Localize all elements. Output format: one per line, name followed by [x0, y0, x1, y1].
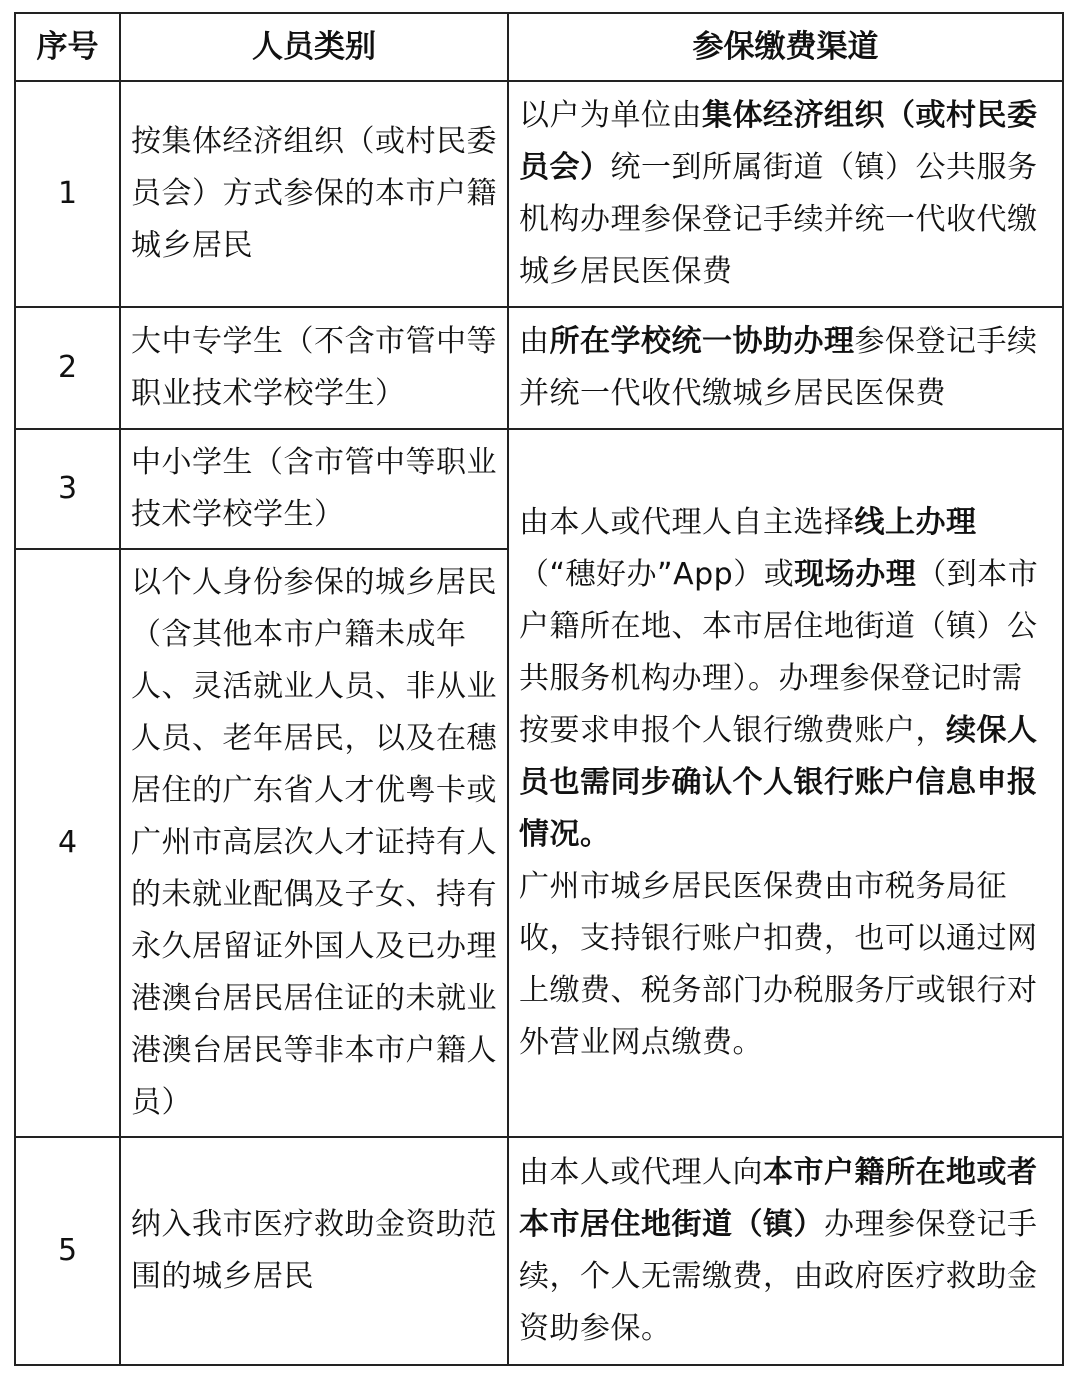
row-34-channel-bold-3: 续保人员也需同步确认个人银行账户信息申报情况。 [519, 713, 1038, 852]
table-row-5 [15, 1137, 1063, 1365]
row-1-channel-text-1: 以户为单位由 [519, 98, 702, 133]
row-34-channel-paragraph-2: 广州市城乡居民医保费由市税务局征收，支持银行账户扣费，也可以通过网上缴费、税务部门办税服务厅或银行对外营业网点缴费。 [519, 869, 1038, 1060]
row-5-channel-bold-1: 本市户籍所在地或者本市居住地街道（镇） [519, 1155, 1038, 1242]
row-4-index: 4 [15, 549, 120, 1137]
row-34-channel-text-3: （到本市户籍所在地、本市居住地街道（镇）公共服务机构办理）。办理参保登记时需按要求申报个人银行缴费账户， [519, 557, 1039, 748]
row-34-channel-text-2: （“穗好办”App）或 [519, 557, 795, 592]
row-5-channel [508, 1137, 1063, 1365]
row-3-category: 中小学生（含市管中等职业技术学校学生） [120, 429, 508, 549]
table-row-2 [15, 307, 1063, 429]
row-5-channel-text-1: 由本人或代理人向 [519, 1155, 763, 1190]
header-index: 序号 [15, 13, 120, 81]
row-1-category: 按集体经济组织（或村民委员会）方式参保的本市户籍城乡居民 [120, 81, 508, 307]
row-1-channel [508, 81, 1063, 307]
row-3-4-channel [508, 429, 1063, 1137]
insurance-table-wrapper [14, 12, 1062, 1364]
row-1-index: 1 [15, 81, 120, 307]
insurance-channel-table [14, 12, 1064, 1366]
row-2-channel-text-2: 参保登记手续并统一代收代缴城乡居民医保费 [519, 324, 1038, 411]
row-34-channel-text-1: 由本人或代理人自主选择 [519, 505, 855, 540]
row-5-index: 5 [15, 1137, 120, 1365]
table-row-3 [15, 429, 1063, 549]
header-category: 人员类别 [120, 13, 508, 81]
row-5-category: 纳入我市医疗救助金资助范围的城乡居民 [120, 1137, 508, 1365]
row-2-channel [508, 307, 1063, 429]
row-34-channel-bold-2: 现场办理 [794, 557, 917, 592]
row-2-index: 2 [15, 307, 120, 429]
row-4-category: 以个人身份参保的城乡居民（含其他本市户籍未成年人、灵活就业人员、非从业人员、老年居民，以及在穗居住的广东省人才优粤卡或广州市高层次人才证持有人的未就业配偶及子女、持有永久居留证外国人及已办理港澳台居民居住证的未就业港澳台居民等非本市户籍人员） [120, 549, 508, 1137]
row-2-channel-text-1: 由 [519, 324, 550, 359]
row-2-category: 大中专学生（不含市管中等职业技术学校学生） [120, 307, 508, 429]
row-1-channel-bold-1: 集体经济组织（或村民委员会） [519, 98, 1038, 185]
header-channel: 参保缴费渠道 [508, 13, 1063, 81]
row-3-index: 3 [15, 429, 120, 549]
row-5-channel-text-2: 办理参保登记手续，个人无需缴费，由政府医疗救助金资助参保。 [519, 1207, 1038, 1346]
row-34-channel-bold-1: 线上办理 [854, 505, 977, 540]
row-2-channel-bold-1: 所在学校统一协助办理 [549, 324, 855, 359]
header-row [15, 13, 1063, 81]
table-row-1 [15, 81, 1063, 307]
row-1-channel-text-2: 统一到所属街道（镇）公共服务机构办理参保登记手续并统一代收代缴城乡居民医保费 [519, 150, 1038, 289]
